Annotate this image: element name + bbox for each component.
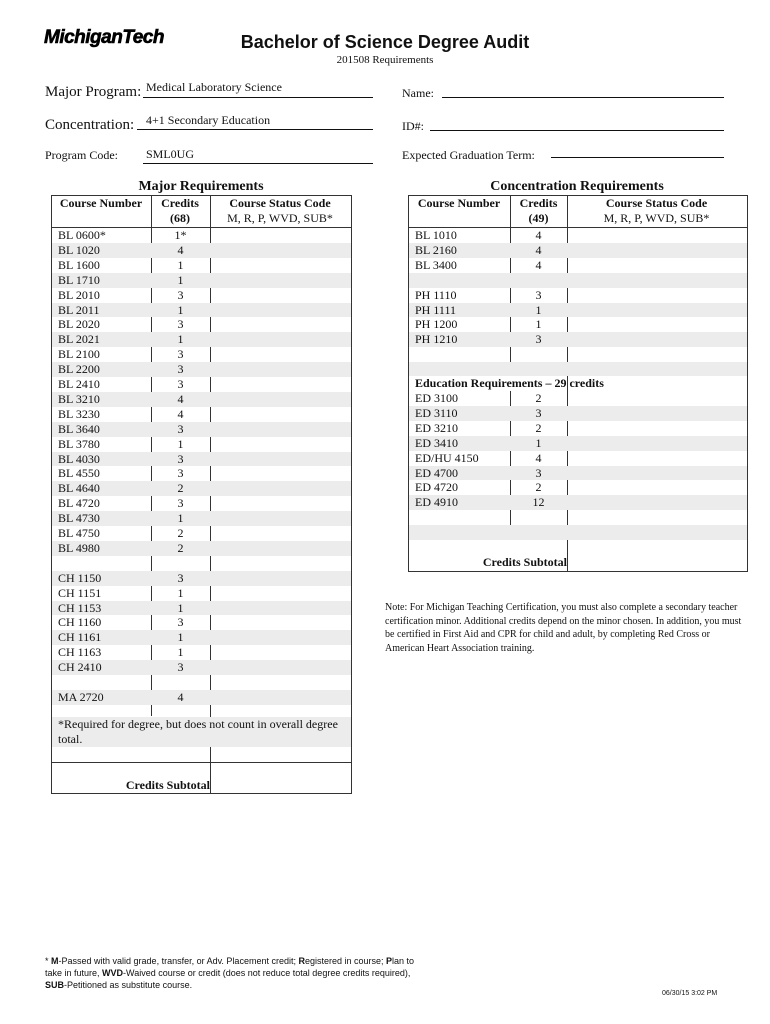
page-subtitle: 201508 Requirements [336, 54, 434, 66]
course-credits: 1 [177, 332, 184, 347]
course-credits: 3 [535, 332, 542, 347]
table-row [409, 303, 747, 318]
course-credits: 3 [535, 465, 542, 480]
course-credits: 1 [535, 435, 542, 450]
table-row [409, 347, 747, 362]
course-number: BL 1710 [58, 272, 100, 287]
grad-term-label: Expected Graduation Term: [402, 148, 535, 162]
course-status-input[interactable] [567, 421, 747, 436]
table-row [409, 391, 747, 406]
table-row [52, 675, 351, 690]
table-row [52, 422, 351, 437]
course-number: CH 1150 [58, 570, 102, 585]
course-number: BL 2010 [58, 287, 100, 302]
table-row [52, 452, 351, 467]
course-status-input[interactable] [567, 273, 747, 288]
course-credits: 2 [177, 481, 184, 496]
course-number: BL 2021 [58, 332, 100, 347]
course-credits: 3 [177, 451, 184, 466]
course-credits: 1 [177, 511, 184, 526]
course-credits: 4 [535, 228, 542, 242]
table-row [409, 228, 747, 243]
course-status-input[interactable] [567, 495, 747, 510]
table-row [52, 571, 351, 586]
course-status-input[interactable] [210, 601, 351, 616]
course-number: CH 2410 [58, 660, 102, 675]
concentration-table [408, 195, 748, 572]
table-row [52, 645, 351, 660]
course-credits: 2 [535, 480, 542, 495]
course-status-input[interactable] [210, 660, 351, 675]
course-status-input[interactable] [210, 362, 351, 377]
program-code-label: Program Code: [45, 148, 118, 162]
table-row [409, 362, 747, 377]
name-input[interactable] [442, 97, 724, 98]
table-row [409, 510, 747, 525]
table-row [52, 347, 351, 362]
course-number: ED 4720 [415, 480, 458, 495]
table-row [52, 407, 351, 422]
table-row [52, 303, 351, 318]
course-status-input[interactable] [567, 317, 747, 332]
table-row [409, 436, 747, 451]
table-row [52, 466, 351, 481]
status-code-footnote: * M-Passed with valid grade, transfer, or Adv. Placement credit; Registered in course; Plan to take in future, WVD-Waived course or credit (does not reduce total degree credits required), SUB-Petitioned as substitute course. [45, 956, 415, 990]
course-number: BL 4640 [58, 481, 100, 496]
course-number: CH 1153 [58, 600, 102, 615]
course-credits: 2 [535, 391, 542, 405]
course-credits: 1* [174, 228, 187, 242]
course-status-input[interactable] [210, 690, 351, 705]
course-credits: 4 [177, 689, 184, 704]
course-credits: 1 [177, 600, 184, 615]
table-row [52, 601, 351, 616]
course-status-input[interactable] [567, 451, 747, 466]
course-number: CH 1161 [58, 630, 102, 645]
table-row [409, 495, 747, 510]
course-number: ED 3210 [415, 420, 458, 435]
name-label: Name: [402, 86, 434, 100]
course-credits: 12 [532, 495, 545, 510]
table-row [409, 243, 747, 258]
course-credits: 3 [177, 421, 184, 436]
table-row [409, 451, 747, 466]
course-status-input[interactable] [210, 511, 351, 526]
course-number: CH 1151 [58, 585, 102, 600]
table-row [52, 496, 351, 511]
course-credits: 3 [535, 405, 542, 420]
course-status-input[interactable] [210, 332, 351, 347]
table-row [52, 630, 351, 645]
table-row [409, 273, 747, 288]
major-col-status: Course Status Code M, R, P, WVD, SUB* [227, 196, 333, 225]
table-row [52, 243, 351, 258]
course-number: BL 3400 [415, 257, 457, 272]
concentration-credits-subtotal-label: Credits Subtotal [482, 555, 567, 569]
course-number: ED 4700 [415, 465, 458, 480]
course-number: ED/HU 4150 [415, 450, 479, 465]
course-number: BL 2020 [58, 317, 100, 332]
course-status-input[interactable] [210, 303, 351, 318]
course-number: BL 1600 [58, 257, 100, 272]
course-number: PH 1111 [415, 302, 457, 317]
course-status-input[interactable] [567, 406, 747, 421]
course-status-input[interactable] [567, 362, 747, 377]
course-status-input[interactable] [210, 317, 351, 332]
print-timestamp: 06/30/15 3:02 PM [662, 990, 718, 997]
course-number: BL 3780 [58, 436, 100, 451]
course-status-input[interactable] [210, 273, 351, 288]
table-row [52, 541, 351, 556]
course-number: ED 3100 [415, 391, 458, 405]
course-credits: 1 [177, 436, 184, 451]
course-credits: 3 [177, 660, 184, 675]
course-credits: 3 [177, 287, 184, 302]
course-status-input[interactable] [210, 675, 351, 690]
major-credits-subtotal-label: Credits Subtotal [125, 778, 210, 792]
course-credits: 4 [535, 450, 542, 465]
course-credits: 2 [535, 420, 542, 435]
major-program-line [143, 97, 373, 98]
course-credits: 2 [177, 526, 184, 540]
concentration-requirements-heading: Concentration Requirements [490, 179, 664, 194]
course-status-input[interactable] [567, 288, 747, 303]
course-number: BL 2011 [58, 302, 100, 317]
course-number: BL 1010 [415, 228, 457, 242]
course-number: PH 1200 [415, 317, 458, 332]
required-note: *Required for degree, but does not count in overall degree total. [58, 717, 338, 746]
table-row [409, 421, 747, 436]
concentration-credits-subtotal-value[interactable] [568, 540, 747, 570]
course-number: BL 3230 [58, 406, 100, 421]
table-row [52, 556, 351, 571]
table-row [409, 525, 747, 540]
course-number: BL 4980 [58, 540, 100, 555]
course-status-input[interactable] [210, 466, 351, 481]
course-number: BL 4730 [58, 511, 100, 526]
course-credits: 1 [535, 302, 542, 317]
course-number: PH 1110 [415, 287, 457, 302]
course-status-input[interactable] [210, 526, 351, 541]
course-credits: 3 [535, 287, 542, 302]
course-number: BL 2100 [58, 347, 100, 362]
course-credits: 1 [177, 257, 184, 272]
course-number: BL 4030 [58, 451, 100, 466]
table-row [52, 437, 351, 452]
table-row [52, 377, 351, 392]
course-status-input[interactable] [567, 303, 747, 318]
concentration-label: Concentration: [45, 117, 135, 133]
course-credits: 3 [177, 570, 184, 585]
course-credits: 3 [177, 496, 184, 511]
major-credits-subtotal-value[interactable] [211, 763, 351, 792]
course-status-input[interactable] [210, 556, 351, 571]
course-status-input[interactable] [567, 347, 747, 362]
course-status-input[interactable] [210, 630, 351, 645]
course-number: PH 1210 [415, 332, 458, 347]
table-row [409, 258, 747, 273]
table-row [52, 481, 351, 496]
course-credits: 4 [177, 391, 184, 406]
grad-term-input[interactable] [551, 157, 724, 158]
course-status-input[interactable] [567, 466, 747, 481]
course-status-input[interactable] [210, 243, 351, 258]
course-number: BL 2200 [58, 362, 100, 377]
table-row [52, 586, 351, 601]
course-status-input[interactable] [210, 228, 351, 243]
concentration-col-credits: Credits (49) [519, 196, 558, 225]
table-row [52, 660, 351, 675]
course-credits: 4 [535, 242, 542, 257]
course-status-input[interactable] [210, 571, 351, 586]
michigan-tech-logo: MichiganTech [44, 27, 164, 48]
course-number: CH 1160 [58, 615, 102, 630]
id-input[interactable] [430, 130, 724, 131]
course-status-input[interactable] [210, 437, 351, 452]
course-credits: 3 [177, 347, 184, 362]
concentration-line [137, 129, 373, 130]
course-number: BL 1020 [58, 242, 100, 257]
course-credits: 3 [177, 362, 184, 377]
table-row [52, 258, 351, 273]
table-row [409, 288, 747, 303]
course-status-input[interactable] [567, 332, 747, 347]
course-status-input[interactable] [567, 480, 747, 495]
course-status-input[interactable] [567, 436, 747, 451]
course-credits: 2 [177, 540, 184, 555]
table-row [52, 526, 351, 541]
course-status-input[interactable] [210, 615, 351, 630]
course-credits: 3 [177, 466, 184, 481]
teaching-certification-note: Note: For Michigan Teaching Certification, you must also complete a secondary teacher certification minor. Additional credits depend on the minor chosen. In addition, you must be certified in First Aid and CPR for child and adult, by completing Red Cross or American Heart Association training. [385, 602, 742, 654]
course-number: BL 4550 [58, 466, 100, 481]
course-credits: 1 [177, 585, 184, 600]
table-row [52, 228, 351, 243]
major-program-value[interactable]: Medical Laboratory Science [146, 80, 282, 94]
course-credits: 1 [177, 630, 184, 645]
table-row [409, 480, 747, 495]
course-status-input[interactable] [210, 586, 351, 601]
course-status-input[interactable] [210, 452, 351, 467]
course-status-input[interactable] [567, 228, 747, 243]
table-row [52, 362, 351, 377]
concentration-col-course: Course Number [417, 196, 501, 210]
concentration-value[interactable]: 4+1 Secondary Education [146, 113, 271, 127]
course-credits: 4 [177, 242, 184, 257]
course-status-input[interactable] [567, 391, 747, 406]
course-number: CH 1163 [58, 645, 102, 660]
course-credits: 1 [535, 317, 542, 332]
table-row [409, 332, 747, 347]
table-row [52, 511, 351, 526]
course-number: MA 2720 [58, 689, 104, 704]
table-row [52, 332, 351, 347]
course-credits: 3 [177, 317, 184, 332]
concentration-col-status: Course Status Code M, R, P, WVD, SUB* [603, 196, 710, 225]
table-row [52, 317, 351, 332]
course-status-input[interactable] [567, 258, 747, 273]
table-row [52, 392, 351, 407]
course-status-input[interactable] [210, 347, 351, 362]
course-status-input[interactable] [210, 407, 351, 422]
course-credits: 1 [177, 302, 184, 317]
major-program-label: Major Program: [45, 84, 142, 100]
course-credits: 1 [177, 272, 184, 287]
course-credits: 4 [535, 257, 542, 272]
major-col-course: Course Number [59, 196, 143, 210]
course-credits: 3 [177, 377, 184, 391]
education-requirements-heading: Education Requirements – 29 credits [415, 376, 604, 390]
course-number: ED 3410 [415, 435, 458, 450]
course-number: ED 4910 [415, 495, 458, 510]
course-number: BL 2160 [415, 242, 457, 257]
course-status-input[interactable] [210, 496, 351, 511]
course-status-input[interactable] [210, 258, 351, 273]
course-status-input[interactable] [567, 243, 747, 258]
course-status-input[interactable] [567, 510, 747, 525]
course-status-input[interactable] [210, 392, 351, 407]
course-number: BL 3640 [58, 421, 100, 436]
page-title: Bachelor of Science Degree Audit [240, 32, 530, 52]
course-credits: 1 [177, 645, 184, 660]
table-row [409, 466, 747, 481]
table-row [52, 690, 351, 705]
course-status-input[interactable] [210, 288, 351, 303]
course-status-input[interactable] [210, 541, 351, 556]
program-code-value[interactable]: SML0UG [146, 147, 195, 161]
course-number: BL 3210 [58, 391, 100, 406]
id-label: ID#: [402, 119, 424, 133]
course-number: BL 2410 [58, 377, 100, 391]
course-number: BL 0600* [58, 228, 106, 242]
program-code-line [143, 163, 373, 164]
course-status-input[interactable] [210, 481, 351, 496]
table-row [52, 288, 351, 303]
course-status-input[interactable] [567, 525, 747, 540]
major-requirements-heading: Major Requirements [138, 179, 264, 194]
table-row [52, 615, 351, 630]
course-number: BL 4750 [58, 526, 100, 540]
course-credits: 4 [177, 406, 184, 421]
course-number: ED 3110 [415, 405, 458, 420]
course-number: BL 4720 [58, 496, 100, 511]
course-credits: 3 [177, 615, 184, 630]
course-status-input[interactable] [210, 377, 351, 392]
major-table [51, 195, 352, 794]
major-col-credits: Credits (68) [161, 196, 199, 225]
table-row [409, 406, 747, 421]
table-row [52, 273, 351, 288]
table-row [409, 317, 747, 332]
course-status-input[interactable] [210, 645, 351, 660]
course-status-input[interactable] [210, 422, 351, 437]
